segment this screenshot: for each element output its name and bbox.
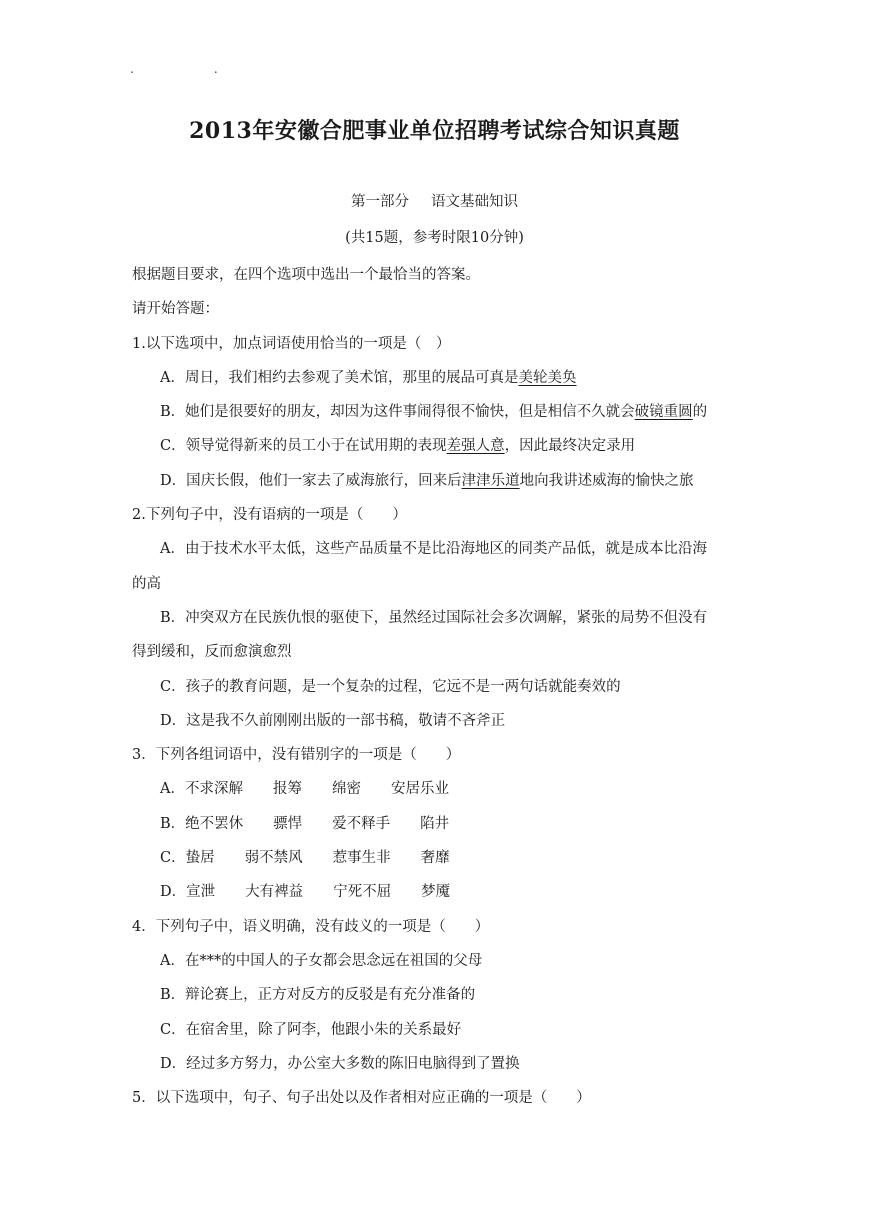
option-b <box>132 395 744 429</box>
option-d: D．这是我不久前刚刚出版的一部书稿，敬请不吝斧正 <box>160 712 506 729</box>
option-a <box>132 772 744 806</box>
underlined-term: 津津乐道 <box>461 472 520 489</box>
option-b-continued: 得到缓和，反而愈演愈烈 <box>132 644 292 661</box>
option-b: B．冲突双方在民族仇恨的驱使下，虽然经过国际社会多次调解，紧张的局势不但没有 <box>160 609 708 626</box>
option-c: C．在宿舍里，除了阿李，他跟小朱的关系最好 <box>160 1021 462 1038</box>
option-d: D．经过多方努力，办公室大多数的陈旧电脑得到了置换 <box>160 1055 520 1072</box>
term: 爱不释手 <box>332 815 391 832</box>
instruction-line: 请开始答题： <box>132 301 219 318</box>
option-text: B．她们是很要好的朋友，却因为这件事闹得很不愉快，但是相信不久就会 <box>160 404 635 421</box>
section-part: 第一部分 <box>351 194 409 210</box>
option-a: A．由于技术水平太低，这些产品质量不是比沿海地区的同类产品低，就是成本比沿海 <box>160 541 707 558</box>
term: 绵密 <box>331 781 361 798</box>
page-title: 2013年安徽合肥事业单位招聘考试综合知识真题 <box>189 118 680 144</box>
option-c <box>132 429 744 463</box>
option-b: B．辩论赛上，正方对反方的反驳是有充分准备的 <box>160 987 476 1004</box>
term: C．蛰居 <box>160 850 215 867</box>
question-stem: 3．下列各组词语中，没有错别字的一项是（ ） <box>132 747 461 764</box>
question-stem: 2.下列句子中，没有语病的一项是（ ） <box>132 507 407 524</box>
option-a: A．在***的中国人的子女都会思念远在祖国的父母 <box>160 952 483 969</box>
header-dots <box>130 62 218 76</box>
term: 梦魇 <box>421 884 451 901</box>
term: 弱不禁风 <box>244 850 303 867</box>
header-dot: . <box>130 62 134 76</box>
question-stem: 4．下列句子中，语义明确，没有歧义的一项是（ ） <box>132 918 490 935</box>
option-text: ，因此最终决定录用 <box>504 438 636 455</box>
section-name: 语文基础知识 <box>431 194 518 210</box>
option-c: C．孩子的教育问题，是一个复杂的过程，它远不是一两句话就能奏效的 <box>160 678 621 695</box>
underlined-term: 差强人意 <box>446 438 505 455</box>
term: 报筹 <box>272 781 302 798</box>
option-text: D．国庆长假，他们一家去了威海旅行，回来后 <box>160 472 462 489</box>
option-text: C．领导觉得新来的员工小于在试用期的表现 <box>160 438 447 455</box>
term: D．宣泄 <box>160 884 216 901</box>
underlined-term: 美轮美奂 <box>518 369 577 386</box>
instruction-line: 根据题目要求，在四个选项中选出一个最恰当的答案。 <box>132 267 480 283</box>
term: 安居乐业 <box>390 781 449 798</box>
option-d <box>132 464 744 498</box>
header-dot: . <box>213 62 218 76</box>
section-heading <box>0 190 869 211</box>
term: 陷井 <box>420 815 450 832</box>
underlined-term: 破镜重圆 <box>634 404 693 421</box>
option-a-continued: 的高 <box>132 575 161 592</box>
term: 奢靡 <box>420 850 450 867</box>
question-stem: 1.以下选项中，加点词语使用恰当的一项是（ ） <box>132 335 451 352</box>
option-b <box>132 807 744 841</box>
option-text: A．周日，我们相约去参观了美术馆，那里的展品可真是 <box>160 369 519 386</box>
section-note: (共15题，参考时限10分钟) <box>345 230 524 246</box>
term: 惹事生非 <box>332 850 391 867</box>
option-a <box>132 361 744 395</box>
document-body <box>132 258 744 1115</box>
term: 大有裨益 <box>245 884 304 901</box>
option-text: 地向我讲述威海的愉快之旅 <box>519 472 694 489</box>
option-text: 的 <box>692 404 708 421</box>
term: B．绝不罢休 <box>160 815 244 832</box>
term: 宁死不屈 <box>333 884 392 901</box>
term: 骠悍 <box>273 815 303 832</box>
option-c <box>132 841 744 875</box>
question-stem: 5．以下选项中，句子、句子出处以及作者相对应正确的一项是（ ） <box>132 1090 591 1107</box>
term: A．不求深解 <box>160 781 243 798</box>
option-d <box>132 875 744 909</box>
